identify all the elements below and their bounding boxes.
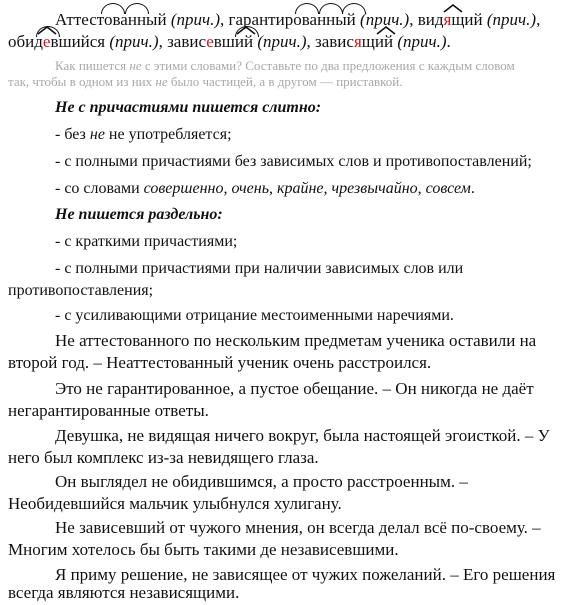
rule-particle: не — [89, 126, 105, 143]
rule-text: - без — [55, 126, 90, 143]
example-line: Необидевшийся мальчик улыбнулся хулигану. — [8, 494, 342, 513]
separator: , — [536, 10, 541, 29]
part-of-speech-label: (прич.) — [253, 32, 307, 51]
task-text: было частицей, а в другом — приставкой. — [167, 74, 403, 89]
part-of-speech-label: (прич.) — [393, 32, 447, 51]
intro-line-2 — [8, 31, 451, 53]
task-text: с этими словами? Составьте по два предложения с каждым словом — [141, 58, 515, 73]
task-line-2 — [8, 74, 403, 90]
rule-item: - с краткими причастиями; — [55, 233, 238, 250]
highlighted-letter: я — [443, 10, 452, 29]
rule-item: - с полными причастиями без зависимых слов и противопоставлений; — [55, 153, 532, 170]
separator: , — [306, 32, 316, 51]
word: завис — [167, 32, 207, 51]
task-particle: не — [155, 74, 168, 89]
part-of-speech-label: (прич.) — [355, 10, 410, 29]
part-of-speech-label: (прич.) — [482, 10, 537, 29]
word: вшийся — [50, 32, 106, 51]
rule-text: - со словами — [55, 180, 144, 197]
rule-text: . — [470, 180, 475, 197]
word: вид — [417, 10, 444, 29]
example-line: второй год. – Неаттестованный ученик очень расстроился. — [8, 353, 432, 372]
word: завис — [315, 32, 354, 51]
task-line-1 — [55, 58, 515, 74]
rule-words: совершенно, очень, крайне, чрезвычайно, совсем — [143, 180, 471, 197]
word: Аттестова — [55, 10, 128, 29]
rule-item — [55, 124, 232, 145]
intro-line-1 — [55, 9, 540, 31]
example-line: Я приму решение, не зависящее от чужих пожеланий. – Его решения — [55, 565, 556, 584]
task-particle: не — [129, 58, 142, 73]
example-line: него был комплекс из-за невидящего глаза. — [8, 448, 319, 467]
rule-item-continued: противопоставления; — [8, 282, 154, 299]
example-line: всегда являются независящими. — [8, 583, 240, 602]
task-text: так, чтобы в одном из них — [8, 74, 156, 89]
rule-heading-separate: Не пишется раздельно: — [55, 206, 223, 223]
example-line: Многим хотелось бы быть такими де независевшими. — [8, 540, 399, 559]
word: щий — [451, 10, 483, 29]
word: нный — [317, 10, 356, 29]
example-line: Не зависевший от чужого мнения, он всегда делал всё по-своему. – — [55, 518, 541, 537]
word: обид — [8, 32, 43, 51]
word: нный — [127, 10, 167, 29]
separator: , — [158, 32, 168, 51]
highlighted-letter: я — [353, 32, 362, 51]
part-of-speech-label: (прич.) — [105, 32, 159, 51]
example-line: Это не гарантированное, а пустое обещание. – Он никогда не даёт — [55, 379, 534, 398]
word: вший — [213, 32, 254, 51]
example-line: Он выглядел не обидившимся, а просто расстроенным. – — [55, 472, 468, 491]
separator: . — [446, 32, 451, 51]
example-line: Девушка, не видящая ничего вокруг, была настоящей эгоисткой. – У — [55, 426, 550, 445]
rule-item: - с усиливающими отрицание местоименными наречиями. — [55, 307, 454, 324]
part-of-speech-label: (прич.) — [166, 10, 221, 29]
example-line: негарантированные ответы. — [8, 401, 209, 420]
example-line: Не аттестованного по нескольким предметам ученика оставили на — [55, 331, 537, 350]
rule-item — [55, 178, 475, 199]
rule-item: - с полными причастиями при наличии зависимых слов или — [55, 260, 464, 277]
highlighted-letter: е — [206, 32, 214, 51]
rule-heading-together: Не с причастиями пишется слитно: — [55, 99, 322, 116]
separator: , — [409, 10, 418, 29]
highlighted-letter: е — [42, 32, 51, 51]
separator: , — [220, 10, 229, 29]
rule-text: не употребляется; — [104, 126, 232, 143]
task-text: Как пишется — [55, 58, 130, 73]
word: гарантирова — [228, 10, 318, 29]
word: щий — [361, 32, 394, 51]
